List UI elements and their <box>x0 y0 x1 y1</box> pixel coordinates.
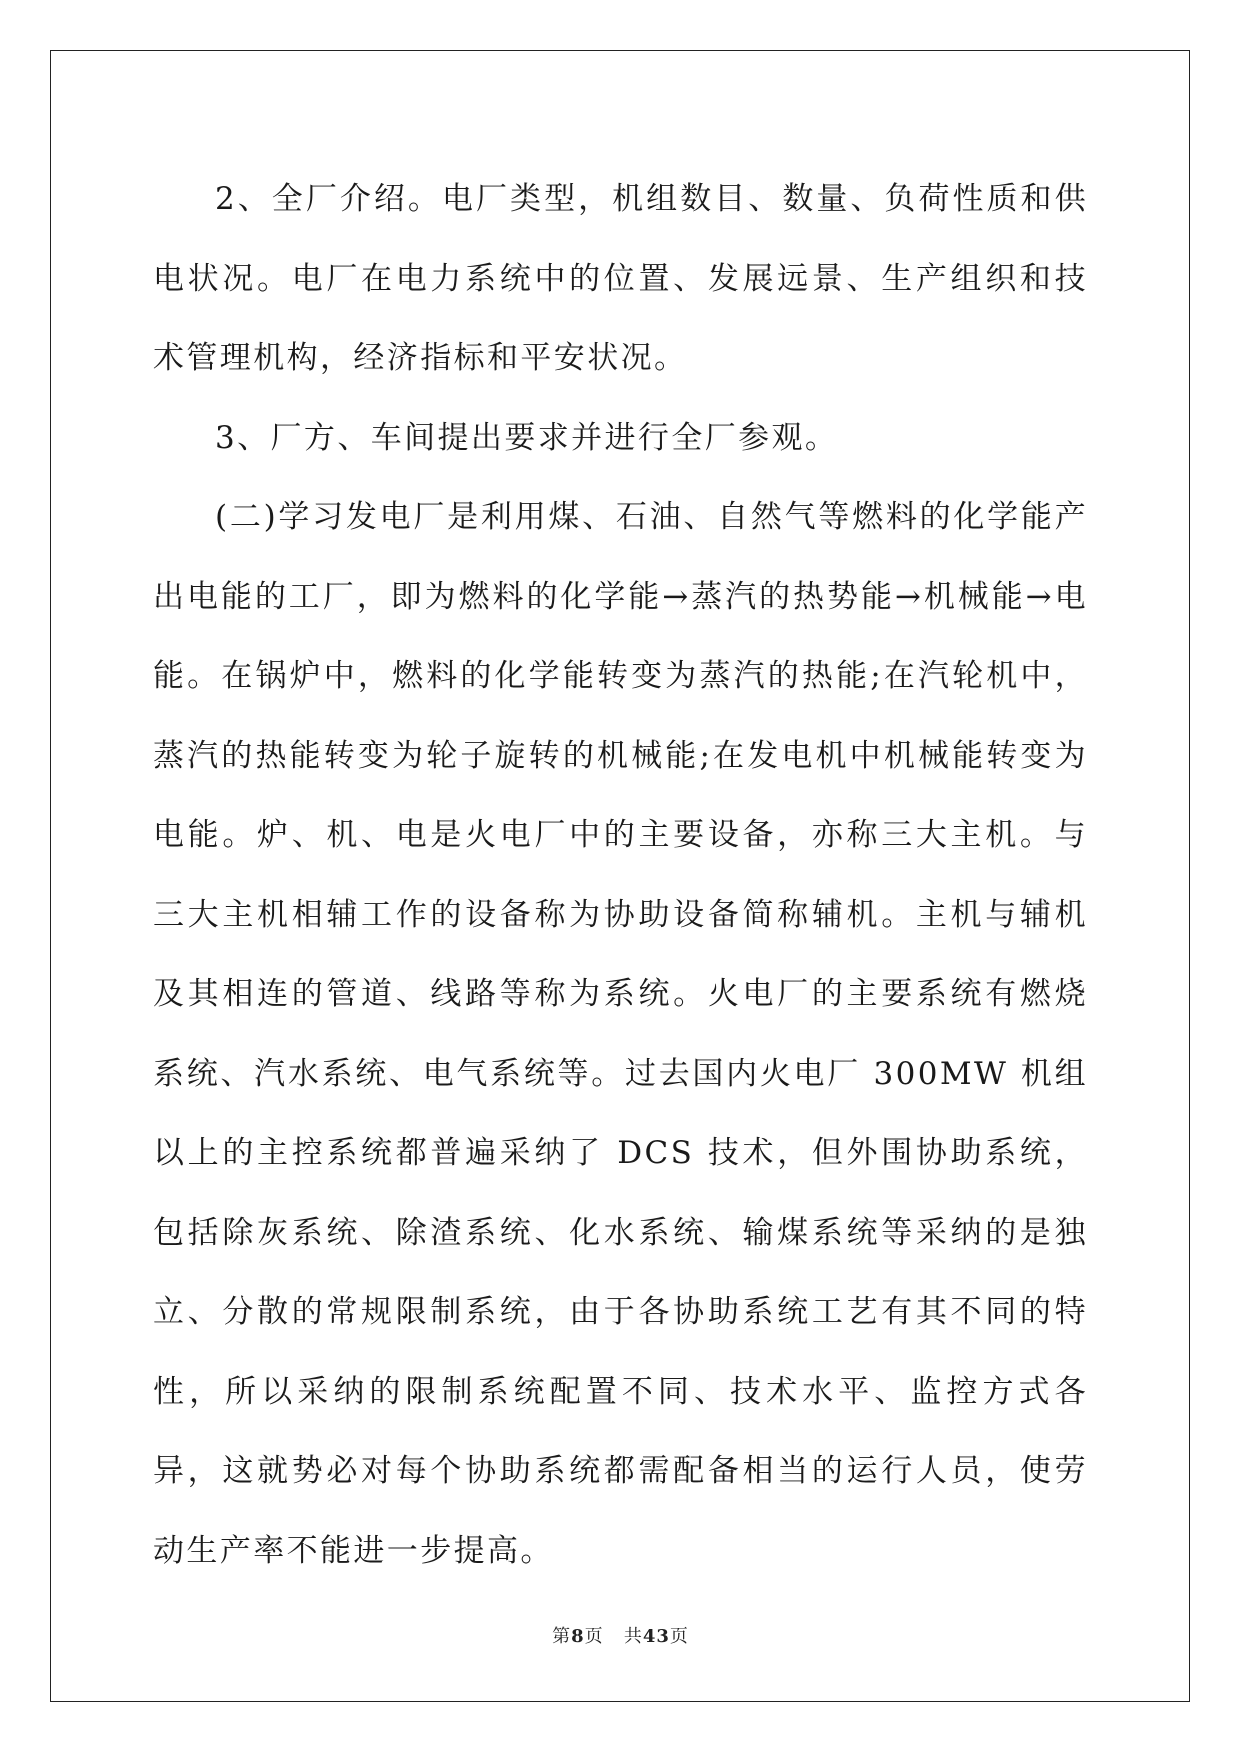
page-suffix: 页 <box>584 1626 604 1647</box>
paragraph-power-plant-study: (二)学习发电厂是利用煤、石油、自然气等燃料的化学能产出电能的工厂，即为燃料的化学能→蒸汽的热势能→机械能→电能。在锅炉中，燃料的化学能转变为蒸汽的热能;在汽轮机中，蒸汽的热能转变为轮子旋转的机械能;在发电机中机械能转变为电能。炉、机、电是火电厂中的主要设备，亦称三大主机。与三大主机相辅工作的设备称为协助设备简称辅机。主机与辅机及其相连的管道、线路等称为系统。火电厂的主要系统有燃烧系统、汽水系统、电气系统等。过去国内火电厂 300MW 机组以上的主控系统都普遍采纳了 DCS 技术，但外围协助系统，包括除灰系统、除渣系统、化水系统、输煤系统等采纳的是独立、分散的常规限制系统，由于各协助系统工艺有其不同的特性，所以采纳的限制系统配置不同、技术水平、监控方式各异，这就势必对每个协助系统都需配备相当的运行人员，使劳动生产率不能进一步提高。 <box>153 499 1088 1569</box>
page-prefix: 第 <box>552 1626 572 1647</box>
total-pages: 43 <box>642 1626 670 1647</box>
document-body <box>153 160 1088 1591</box>
paragraph-plant-introduction: 2、全厂介绍。电厂类型，机组数目、数量、负荷性质和供电状况。电厂在电力系统中的位置、发展远景、生产组织和技术管理机构，经济指标和平安状况。 <box>153 181 1088 376</box>
page-number: 8 <box>571 1626 585 1647</box>
total-suffix: 页 <box>669 1626 689 1647</box>
total-prefix: 共 <box>623 1626 643 1647</box>
paragraph-plant-tour: 3、厂方、车间提出要求并进行全厂参观。 <box>215 419 839 456</box>
page-footer <box>0 1622 1241 1648</box>
